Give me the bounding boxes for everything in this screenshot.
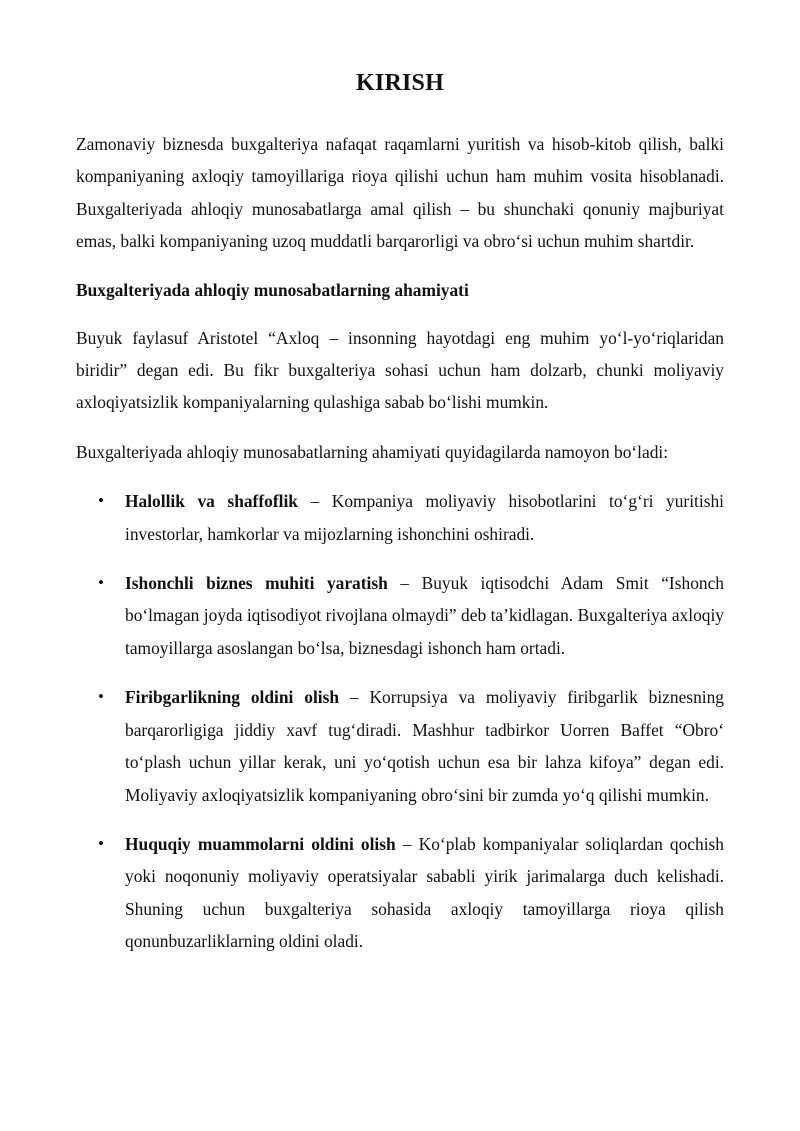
quote-paragraph: Buyuk faylasuf Aristotel “Axloq – insonning hayotdagi eng muhim yo‘l-yo‘riqlaridan biridir” degan edi. Bu fikr buxgalteriya sohasi uchun ham dolzarb, chunki moliyaviy axloqiyatsizlik kompaniyalarning qulashiga sabab bo‘lishi mumkin. [76, 327, 724, 413]
list-item-text: – Ko‘plab kompaniyalar soliqlardan qochish yoki noqonuniy moliyaviy operatsiyalar sababli yirik jarimalarga duch kelishadi. Shuning uchun buxgalteriya sohasida axloqiy tamoyillarga rioya qilish qonunbuzarliklarning oldini oladi. [125, 833, 724, 952]
list-item [76, 485, 724, 550]
list-item-term: Halollik va shaffoflik [125, 491, 298, 512]
list-intro-paragraph: Buxgalteriyada ahloqiy munosabatlarning ahamiyati quyidagilarda namoyon bo‘ladi: [76, 441, 669, 462]
intro-paragraph: Zamonaviy biznesda buxgalteriya nafaqat raqamlarni yuritish va hisob-kitob qilish, balki kompaniyaning axloqiy tamoyillariga rioya qilishi uchun ham muhim vosita hisoblanadi. Buxgalteriyada ahloqiy munosabatlarga amal qilish – bu shunchaki qonuniy majburiyat emas, balki kompaniyaning uzoq muddatli barqarorligi va obro‘si uchun muhim shartdir. [76, 134, 724, 252]
list-item [76, 828, 724, 958]
page-title: KIRISH [356, 70, 444, 96]
bullet-icon: • [98, 573, 104, 593]
list-item-text: – Korrupsiya va moliyaviy firibgarlik biznesning barqarorligiga jiddiy xavf tug‘diradi. Mashhur tadbirkor Uorren Baffet “Obro‘ to‘plash uchun yillar kerak, uni yo‘qotish uchun esa bir lahza kifoya” degan edi. Moliyaviy axloqiyatsizlik kompaniyaning obro‘sini bir zumda yo‘q qilishi mumkin. [125, 687, 724, 805]
list-item-term: Ishonchli biznes muhiti yaratish [125, 573, 388, 594]
list-item-text: – Buyuk iqtisodchi Adam Smit “Ishonch bo‘lmagan joyda iqtisodiyot rivojlana olmaydi” deb ta’kidlagan. Buxgalteriya axloqiy tamoyillarga asoslangan bo‘lsa, biznesdagi ishonch ham ortadi. [125, 573, 724, 658]
bullet-icon: • [98, 491, 104, 511]
section-heading: Buxgalteriyada ahloqiy munosabatlarning ahamiyati [76, 279, 469, 300]
bullet-icon: • [98, 687, 104, 707]
bullet-list [76, 485, 724, 957]
list-item-term: Huquqiy muammolarni oldini olish [125, 833, 396, 854]
list-item [76, 567, 724, 664]
list-item-text: – Kompaniya moliyaviy hisobotlarini to‘g‘ri yuritishi investorlar, hamkorlar va mijozlarning ishonchini oshiradi. [125, 491, 724, 544]
bullet-icon: • [98, 833, 104, 853]
list-item-term: Firibgarlikning oldini olish [125, 687, 340, 708]
list-item [76, 681, 724, 811]
